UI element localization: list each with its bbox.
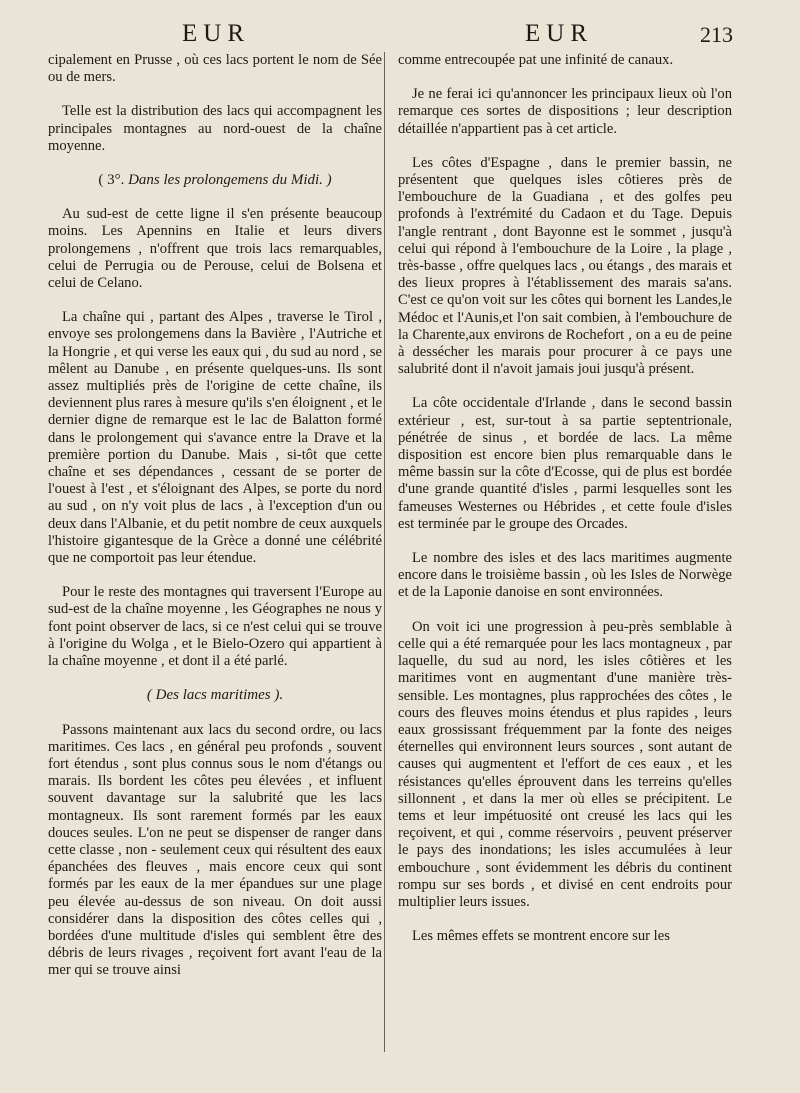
section-heading-text: Dans les prolongemens du Midi. ) [128, 172, 332, 189]
paragraph: comme entrecoupée pat une infinité de canaux. [398, 52, 674, 68]
section-heading [48, 687, 382, 704]
running-header [0, 20, 800, 52]
paragraph: Au sud-est de cette ligne il s'en présente beaucoup moins. Les Apennins en Italie et leurs divers prolongemens , n'offrent que trois lacs remarquables, celui de Perrugia ou de Perouse, celui de Bolsena et celui de Celano. [48, 206, 382, 292]
right-running-title: EUR [525, 20, 593, 47]
paragraph: Les mêmes effets se montrent encore sur les [412, 928, 670, 945]
paragraph: Les côtes d'Espagne , dans le premier bassin, ne présentent que quelques isles côtieres près de l'embouchure de la Guadiana , et des golfes peu profonds à l'extrémité du Cadaon et du Tage. Depuis l'angle rentrant , dont Bayonne est le sommet , jusqu'à celui qui répond à l'embouchure de la Loire , la plage , très-basse , offre quelques lacs , ou étangs , des marais et des lieux propres à l'établissement des marais sa'ans. C'est ce qu'on voit sur les côtes qui bornent les Landes,le Médoc et l'Aunis,et l'on sait combien, à l'embouchure de la Charente,aux environs de Rochefort , on a eu de peine à dessécher les marais pour procurer à ce pays une salubrité dont il n'avoit jamais joui jusqu'à présent. [398, 154, 732, 378]
paragraph: cipalement en Prusse , où ces lacs portent le nom de Sée ou de mers. [48, 52, 382, 86]
right-text-column [398, 52, 732, 962]
paragraph: Telle est la distribution des lacs qui accompagnent les principales montagnes au nord-ouest de la chaîne moyenne. [48, 103, 382, 154]
paragraph: La côte occidentale d'Irlande , dans le second bassin extérieur , est, sur-tout à sa partie septentrionale, pénétrée de sinus , et bordée de lacs. La même disposition est encore bien plus remarquable dans le même bassin sur la côte d'Ecosse, qui de plus est bordée d'une grande quantité d'isles , parmi lesquelles sont les fameuses Westernes ou Hébrides , et cette foule d'isles est terminée par le groupe des Orcades. [398, 395, 732, 532]
paragraph: Passons maintenant aux lacs du second ordre, ou lacs maritimes. Ces lacs , en général peu profonds , souvent fort étendus , sont plus connus sous le nom d'étangs ou marais. Ils bordent les côtes peu élevées , et influent souvent davantage sur la salubrité que les lacs montagneux. Ils sont rarement formés par les eaux douces seules. L'on ne peut se dispenser de ranger dans cette classe , non - seulement ceux qui résultent des eaux épanchées des fleuves , mais encore ceux qui sont formés par les eaux de la mer épandues sur une plage peu élevée au-dessus de son niveau. On doit aussi considérer dans la disposition des côtes celles qui , bordées d'une multitude d'isles qui semblent être des débris de leurs rivages , reçoivent fort avant l'eau de la mer qui se trouve ainsi [48, 721, 382, 979]
page-number: 213 [700, 22, 733, 47]
section-number: ( 3°. [98, 172, 125, 189]
left-text-column [48, 52, 382, 997]
paragraph: Je ne ferai ici qu'annoncer les principaux lieux où l'on remarque ces sortes de dispositions ; leur description détaillée n'appartient pas à cet article. [398, 86, 732, 137]
paragraph: On voit ici une progression à peu-près semblable à celle qui a été remarquée pour les lacs montagneux , par laquelle, du sud au nord, les isles côtières et les maritimes vont en augmentant d'une manière très-sensible. Les montagnes, plus rapprochées des côtes , le cours des fleuves moins étendus et plus rapides , leurs eaux grossissant fréquemment par la fonte des neiges éternelles qui environnent leurs sources , sont autant de causes qui augmentent et l'effort de ces eaux , et les résistances qu'elles éprouvent dans les terreins qu'elles sillonnent , et dans la mer où elles se précipitent. Le tems et leur impétuosité ont creusé les lacs qui les reçoivent, et qui , comme réservoirs , peuvent préserver le pays des inondations; les isles accumulées à leur embouchure , sont évidemment les débris du continent rompu sur ses bords , et divisé en cent endroits pour multiplier leurs issues. [398, 618, 732, 910]
left-running-title: EUR [182, 20, 250, 47]
paragraph: La chaîne qui , partant des Alpes , traverse le Tirol , envoye ses prolongemens dans la Bavière , l'Autriche et la Hongrie , et qui verse les eaux qui , du sud au nord , se mêlent au Danube , en présente quelques-uns. Ils sont assez multipliés près de l'origine de cette chaîne, ils deviennent plus rares à mesure qu'ils s'en éloignent , et le dernier digne de remarque est le lac de Balatton formé dans le prolongement qui s'avance entre la Drave et la première portion du Danube. Mais , si-tôt que cette chaîne et ses dépendances , cessant de se porter de l'ouest à l'est , et s'éloignant des Alpes, se porte du nord au sud , on n'y voit plus de lacs , à l'exception d'un ou deux dans l'Albanie, et du petit nombre de ceux auxquels l'histoire gigantesque de la Grèce a donné une célébrité que ne comportoit pas leur étendue. [48, 309, 382, 567]
paragraph: Le nombre des isles et des lacs maritimes augmente encore dans le troisième bassin , où les Isles de Norwège et de la Laponie danoise en sont environnées. [398, 550, 732, 601]
section-heading [48, 172, 382, 189]
section-heading-text: ( Des lacs maritimes ). [146, 687, 284, 704]
column-divider [384, 52, 385, 1052]
paragraph: Pour le reste des montagnes qui traversent l'Europe au sud-est de la chaîne moyenne , les Géographes ne nous y font point observer de lacs, si ce n'est celui qui se trouve à l'origine du Wolga , et le Bielo-Ozero qui appartient à la chaîne moyenne , et dont il a été parlé. [48, 584, 382, 670]
